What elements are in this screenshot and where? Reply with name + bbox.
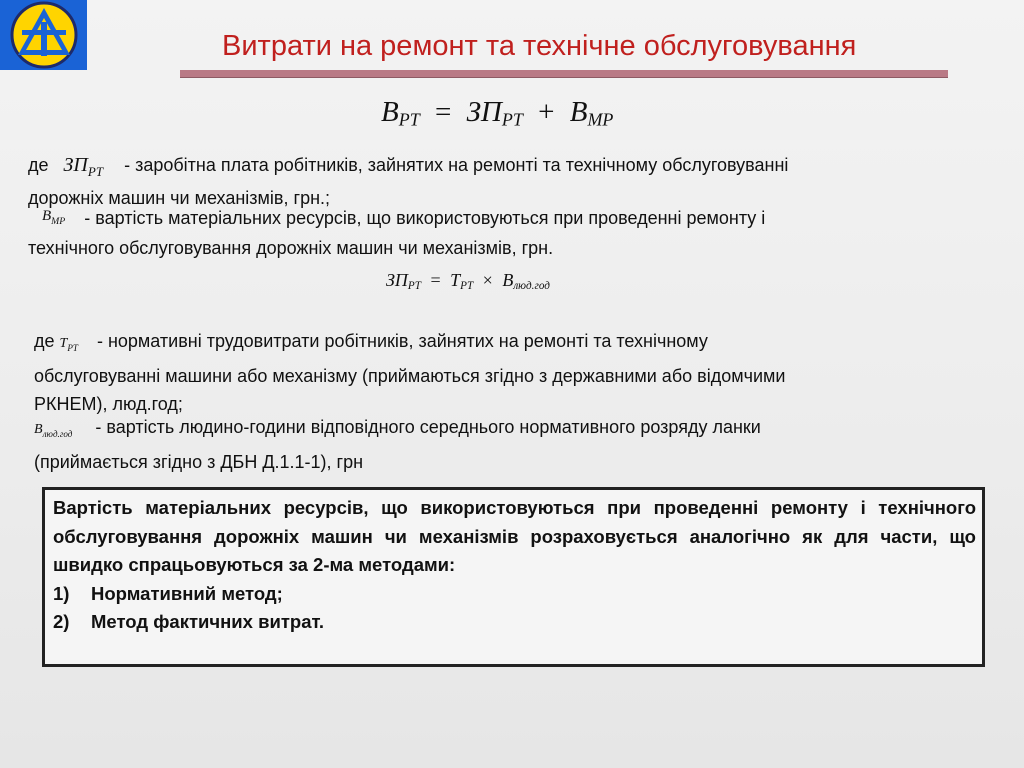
equals-sign: = [434, 96, 452, 128]
symbol-text: В [42, 208, 52, 224]
list-item [53, 608, 976, 637]
symbol-text: В [34, 422, 43, 437]
definition-text: обслуговуванні машини або механізму (приймаються згідно з державними або відомчими [34, 365, 786, 386]
formula-main [381, 96, 613, 130]
road-logo-icon [0, 0, 87, 70]
logo [0, 0, 87, 70]
where-label: де [28, 155, 49, 175]
list-label: Метод фактичних витрат. [91, 611, 325, 633]
formula-subscript: РТ [501, 109, 523, 130]
definition-materials [28, 203, 988, 261]
formula-term: ЗП [386, 270, 408, 290]
page-title: Витрати на ремонт та технічне обслуговування [222, 30, 857, 62]
equals-sign: = [430, 270, 441, 290]
formula-wage [386, 270, 550, 292]
definition-hour-cost [34, 413, 994, 476]
list-number: 2) [53, 611, 70, 633]
list-item [53, 580, 976, 609]
definition-text: - нормативні трудовитрати робітників, зайнятих на ремонті та технічному [96, 331, 708, 351]
list-number: 1) [53, 582, 70, 604]
formula-term: Т [450, 270, 461, 290]
formula-subscript: РТ [460, 279, 474, 292]
symbol-subscript: люд.год [42, 428, 73, 439]
formula-term: В [381, 96, 399, 128]
symbol-text: ЗП [63, 154, 88, 176]
definition-labor [34, 327, 994, 418]
formula-subscript: МР [587, 109, 614, 130]
symbol-wage [64, 152, 104, 185]
formula-subscript: РТ [407, 279, 421, 292]
definition-text: - вартість матеріальних ресурсів, що використовуються при проведенні ремонту і [84, 208, 766, 228]
method-list [53, 580, 976, 637]
definition-text: (приймається згідно з ДБН Д.1.1-1), грн [34, 451, 364, 472]
formula-subscript: РТ [398, 109, 420, 130]
definition-text: РКНЕМ), люд.год; [34, 393, 183, 414]
definition-text: технічного обслуговування дорожніх машин чи механізмів, грн. [28, 238, 554, 258]
symbol-subscript: РТ [67, 342, 78, 353]
formula-subscript: люд.год [513, 279, 550, 292]
list-label: Нормативний метод; [91, 582, 283, 604]
plus-sign: + [538, 96, 555, 128]
symbol-materials [42, 203, 65, 235]
symbol-subscript: РТ [87, 164, 104, 179]
times-sign: × [482, 270, 493, 290]
definition-text: - заробітна плата робітників, зайнятих на ремонті та технічному обслуговуванні [124, 155, 789, 175]
formula-term: ЗП [466, 96, 502, 128]
title-divider [180, 70, 948, 78]
symbol-hour-cost [34, 416, 72, 448]
formula-term: В [502, 270, 514, 290]
definition-text: дорожніх машин чи механізмів, грн.; [28, 188, 331, 208]
symbol-subscript: МР [51, 216, 66, 227]
definition-text: - вартість людино-години відповідного середнього нормативного розряду ланки [95, 417, 761, 437]
symbol-text: Т [59, 336, 68, 351]
note-box [42, 487, 985, 667]
formula-term: В [569, 96, 588, 128]
where-label: де [34, 331, 55, 351]
note-text: Вартість матеріальних ресурсів, що використовуються при проведенні ремонту і технічного обслуговування дорожніх машин чи механізмів розраховується аналогічно як для части, що швидко спрацьовуються за 2-ма методами: [53, 497, 976, 576]
symbol-labor [60, 330, 78, 362]
